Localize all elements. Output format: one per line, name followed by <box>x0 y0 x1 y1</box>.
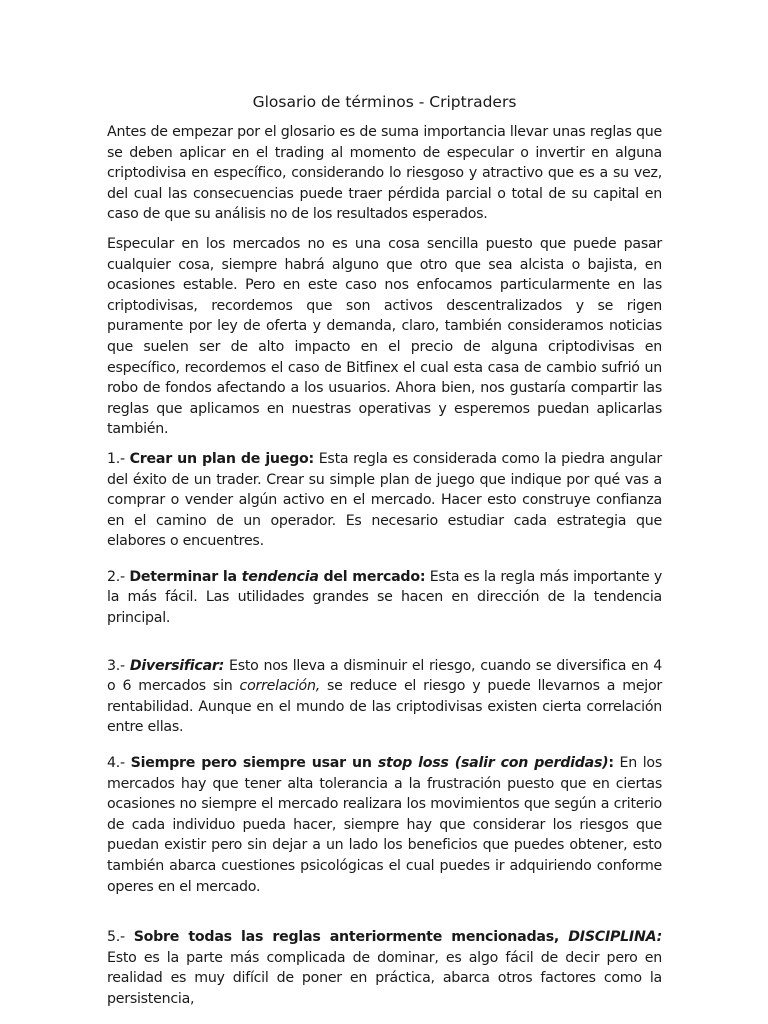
document-page <box>107 92 662 1010</box>
rule-2 <box>107 567 662 629</box>
rule-5 <box>107 927 662 1009</box>
rule-4-text: En los mercados hay que tener alta tolerancia a la frustración puesto que en ciertas ocasiones no siempre el mercado realizara los movimientos que según a criterio de cada individuo pueda hacer, siempre hay que considerar los riesgos que puedan existir pero sin dejar a un lado los beneficios que puedes obtener, esto también abarca cuestiones psicológicas el cual puedes ir adquiriendo conforme operes en el mercado. <box>107 755 662 895</box>
rule-5-heading: Sobre todas las reglas anteriormente mencionadas, <box>133 929 569 946</box>
rule-2-heading-a: Determinar la <box>129 568 242 585</box>
rule-4-number: 4.- <box>107 755 131 772</box>
rule-1-number: 1.- <box>107 450 130 467</box>
rule-2-heading-italic: tendencia <box>241 568 319 585</box>
rule-4-heading-end: : <box>608 755 614 772</box>
rule-3 <box>107 656 662 738</box>
rule-4-heading: Siempre pero siempre usar un <box>130 755 378 772</box>
rule-3-text-a: Esto nos lleva a disminuir el riesgo, cuando se diversifica en 4 o 6 mercados sin <box>107 657 662 695</box>
rule-4 <box>107 753 662 897</box>
rule-1 <box>107 449 662 552</box>
rule-2-number: 2.- <box>107 568 130 585</box>
rule-3-heading: Diversificar: <box>129 657 225 674</box>
speculation-paragraph: Especular en los mercados no es una cosa sencilla puesto que puede pasar cualquier cosa, siempre habrá alguno que otro que sea alcista o bajista, en ocasiones estable. Pero en este caso nos enfocamos particularmente en las criptodivisas, recordemos que son activos descentralizados y se rigen puramente por ley de oferta y demanda, claro, también consideramos noticias que suelen ser de alto impacto en el precio de alguna criptodivisas en específico, recordemos el caso de Bitfinex el cual esta casa de cambio sufrió un robo de fondos afectando a los usuarios. Ahora bien, nos gustaría compartir las reglas que aplicamos en nuestras operativas y esperemos puedan aplicarlas también. <box>107 235 662 438</box>
rule-2-text: Esta es la regla más importante y la más fácil. Las utilidades grandes se hacen en dirección de la tendencia principal. <box>107 568 663 627</box>
rule-3-number: 3.- <box>107 657 130 674</box>
document-title: Glosario de términos - Criptraders <box>252 93 517 111</box>
rule-4-heading-italic: stop loss (salir con perdidas) <box>377 755 609 772</box>
intro-paragraph: Antes de empezar por el glosario es de suma importancia llevar unas reglas que se deben aplicar en el trading al momento de especular o invertir en alguna criptodivisa en específico, considerando lo riesgoso y atractivo que es a su vez, del cual las consecuencias puede traer pérdida parcial o total de su capital en caso de que su análisis no de los resultados esperados. <box>107 124 662 223</box>
rule-3-text-b: se reduce el riesgo y puede llevarnos a mejor rentabilidad. Aunque en el mundo de las criptodivisas existen cierta correlación entre ellas. <box>107 678 662 736</box>
rule-5-heading-italic: DISCIPLINA: <box>568 929 662 946</box>
rule-5-text: Esto es la parte más complicada de dominar, es algo fácil de decir pero en realidad es muy difícil de poner en práctica, abarca otros factores como la persistencia, <box>107 949 662 1007</box>
rule-2-heading-b: del mercado: <box>318 568 426 585</box>
rule-1-text: Esta regla es considerada como la piedra angular del éxito de un trader. Crear su simple plan de juego que indique por qué vas a comprar o vender algún activo en el mercado. Hacer esto construye confianza en el camino de un operador. Es necesario estudiar cada estrategia que elabores o encuentres. <box>107 450 662 550</box>
rule-3-italic: correlación, <box>239 678 320 695</box>
rule-1-heading: Crear un plan de juego: <box>129 450 314 467</box>
rule-5-number: 5.- <box>107 929 134 946</box>
